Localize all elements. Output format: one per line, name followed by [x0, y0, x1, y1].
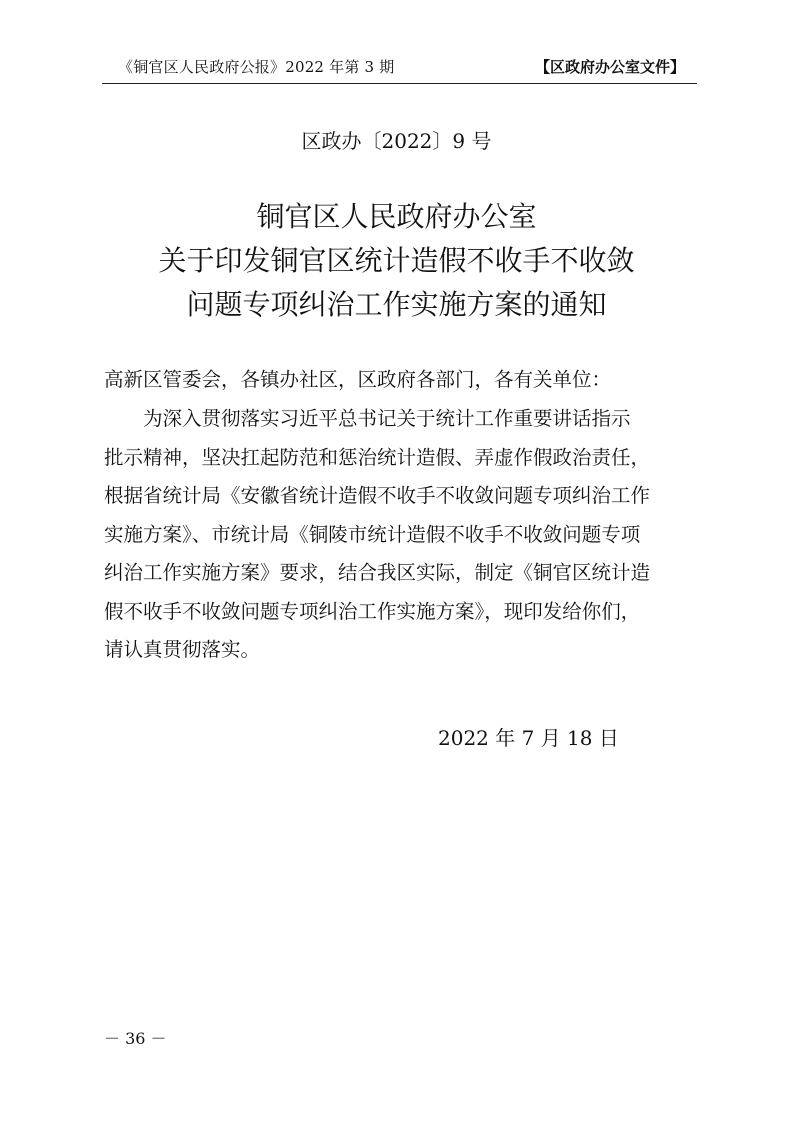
document-category-header: 【区政府办公室文件】 — [534, 58, 685, 76]
body-line: 请认真贯彻落实。 — [104, 638, 261, 661]
body-paragraph — [104, 400, 692, 670]
header-divider — [102, 83, 697, 84]
page-number: － 36 － — [104, 1029, 167, 1048]
body-line: 实施方案》、市统计局《铜陵市统计造假不收手不收敛问题专项 — [104, 522, 641, 546]
title-line: 铜官区人民政府办公室 — [256, 200, 537, 233]
document-number: 区政办〔2022〕9 号 — [301, 129, 492, 153]
salutation: 高新区管委会，各镇办社区，区政府各部门，各有关单位： — [104, 368, 612, 391]
title-line: 问题专项纠治工作实施方案的通知 — [186, 288, 607, 321]
gazette-issue-header: 《铜官区人民政府公报》2022 年第 3 期 — [118, 58, 395, 76]
issue-date: 2022 年 7 月 18 日 — [438, 726, 619, 750]
title-line: 关于印发铜官区统计造假不收手不收敛 — [158, 244, 635, 277]
body-line: 为深入贯彻落实习近平总书记关于统计工作重要讲话指示 — [104, 407, 631, 430]
body-line: 假不收手不收敛问题专项纠治工作实施方案》，现印发给你们， — [104, 599, 641, 623]
body-line: 批示精神，坚决扛起防范和惩治统计造假、弄虚作假政治责任， — [104, 445, 651, 469]
document-title — [100, 195, 693, 327]
body-line: 纠治工作实施方案》要求，结合我区实际，制定《铜官区统计造 — [104, 561, 651, 584]
body-line: 根据省统计局《安徽省统计造假不收手不收敛问题专项纠治工作 — [104, 484, 651, 507]
